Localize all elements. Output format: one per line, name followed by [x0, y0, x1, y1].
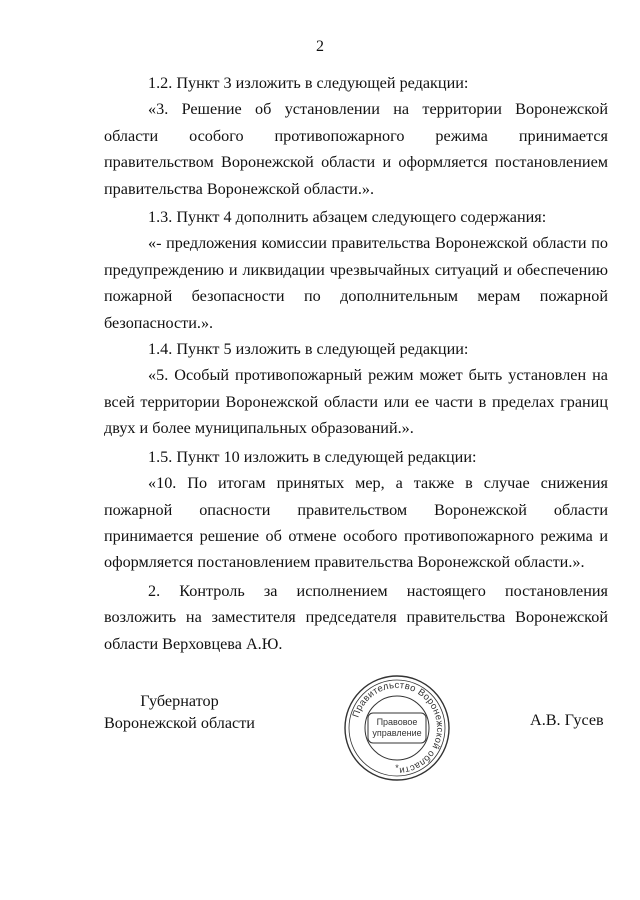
paragraph-1-4-text: «5. Особый противопожарный режим может быть установлен на всей территории Воронежской области или ее части в пределах границ двух и более муниципальных образований.». [104, 366, 608, 438]
page-number: 2 [316, 38, 324, 55]
signatory-name: А.В. Гусев [530, 711, 604, 729]
paragraph-1-3-text: «- предложения комиссии правительства Воронежской области по предупреждению и ликвидации чрезвычайных ситуаций и обеспечению пожарной безопасности по дополнительным мерам пожарной безопасности.». [104, 234, 608, 332]
signatory-position-line2: Воронежской области [104, 714, 255, 732]
paragraph-1-2: 1.2. Пункт 3 изложить в следующей редакции: [148, 74, 469, 92]
seal-inner-line2: управление [372, 728, 422, 738]
seal-outer-text: Правительство Воронежской области [350, 679, 446, 777]
paragraph-2: 2. Контроль за исполнением настоящего постановления возложить на заместителя председателя правительства Воронежской области Верховцева А.Ю. [104, 581, 608, 653]
official-seal-stamp [342, 673, 452, 783]
paragraph-1-3: 1.3. Пункт 4 дополнить абзацем следующего содержания: [148, 208, 547, 227]
paragraph-1-4: 1.4. Пункт 5 изложить в следующей редакции: [148, 340, 469, 359]
document-body [104, 70, 608, 657]
signatory-position [104, 690, 255, 734]
paragraph-1-2-text: «3. Решение об установлении на территории Воронежской области особого противопожарного режима принимается правительством Воронежской области и оформляется постановлением правительства Воронежской области.». [104, 100, 608, 198]
seal-star-mark: * [395, 763, 399, 773]
signatory-position-line1: Губернатор [140, 692, 219, 710]
signature-block [0, 679, 640, 810]
paragraph-1-5-text: «10. По итогам принятых мер, а также в случае снижения пожарной опасности правительством Воронежской области принимается решение об отмене особого противопожарного режима и оформляется постановлением правительства Воронежской области.». [104, 474, 608, 572]
paragraph-1-5: 1.5. Пункт 10 изложить в следующей редакции: [148, 447, 477, 466]
seal-inner-line1: Правовое [376, 717, 418, 727]
